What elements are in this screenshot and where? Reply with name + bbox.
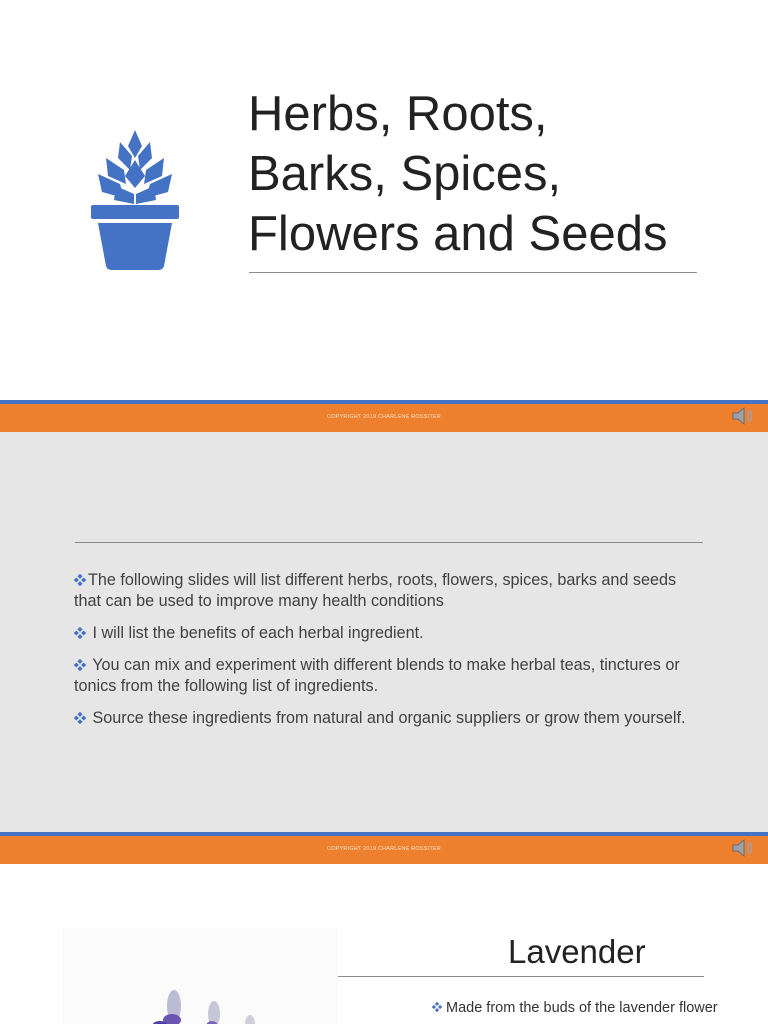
lavender-flower-photo <box>62 928 338 1024</box>
list-item <box>74 570 694 612</box>
diamond-bullet-icon <box>74 574 86 586</box>
bullet-text: Made from the buds of the lavender flower <box>446 1000 718 1016</box>
diamond-bullet-icon <box>432 1002 442 1012</box>
list-item <box>74 623 694 644</box>
diamond-bullet-icon <box>74 627 86 639</box>
diamond-bullet-icon <box>74 659 86 671</box>
potted-succulent-icon <box>90 128 180 270</box>
title-divider <box>338 976 704 977</box>
slide-footer-bar <box>0 400 768 432</box>
lavender-slide <box>0 864 768 1024</box>
title-divider <box>249 272 697 273</box>
speaker-icon[interactable] <box>730 836 756 860</box>
bullet-text: Source these ingredients from natural and organic suppliers or grow them yourself. <box>88 709 686 727</box>
speaker-icon[interactable] <box>730 404 756 428</box>
bullet-text: I will list the benefits of each herbal ingredient. <box>88 624 424 642</box>
slide-footer-bar <box>0 832 768 864</box>
diamond-bullet-icon <box>74 712 86 724</box>
intro-slide <box>0 432 768 832</box>
list-item <box>74 655 694 697</box>
slide-title: Herbs, Roots, Barks, Spices, Flowers and Seeds <box>248 87 668 261</box>
slide-title: Lavender <box>508 933 646 970</box>
bullet-text: The following slides will list different herbs, roots, flowers, spices, barks and seeds that can be used to improve many health conditions <box>74 571 677 610</box>
header-divider <box>75 542 703 543</box>
title-slide <box>0 0 768 400</box>
list-item <box>432 998 742 1018</box>
list-item <box>74 708 694 729</box>
copyright-text: COPYRIGHT 2019 CHARLENE ROSSITER <box>327 846 441 852</box>
copyright-text: COPYRIGHT 2019 CHARLENE ROSSITER <box>327 414 441 420</box>
bullet-text: You can mix and experiment with different blends to make herbal teas, tinctures or tonics from the following list of ingredients. <box>74 656 680 695</box>
bullet-list <box>74 570 694 740</box>
